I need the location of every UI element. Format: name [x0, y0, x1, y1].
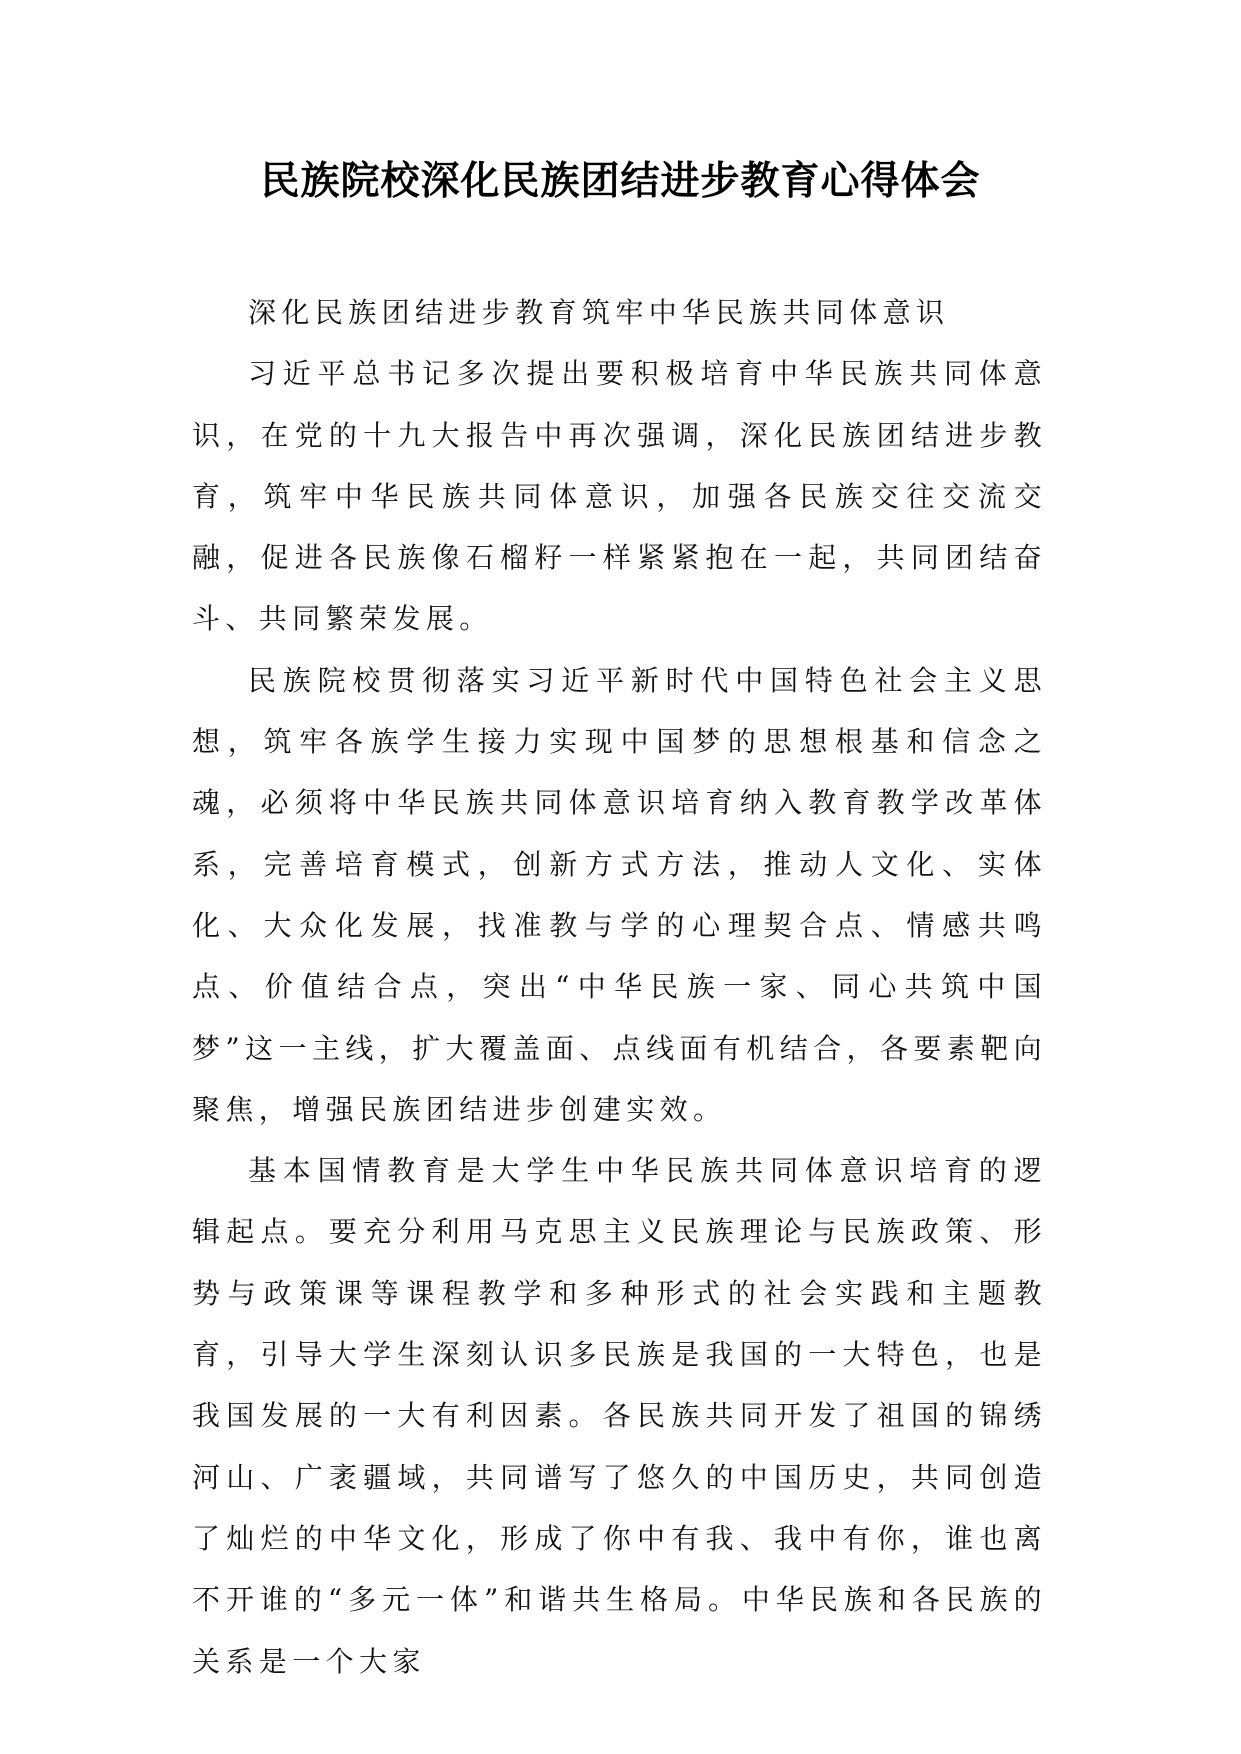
paragraph: 民族院校贯彻落实习近平新时代中国特色社会主义思想，筑牢各族学生接力实现中国梦的思想根基和信念之魂，必须将中华民族共同体意识培育纳入教育教学改革体系，完善培育模式，创新方式方法，推动人文化、实体化、大众化发展，找准教与学的心理契合点、情感共鸣点、价值结合点，突出“中华民族一家、同心共筑中国梦”这一主线，扩大覆盖面、点线面有机结合，各要素靶向聚焦，增强民族团结进步创建实效。 [192, 663, 1047, 1126]
document-body [192, 282, 1047, 1692]
document-title: 民族院校深化民族团结进步教育心得体会 [260, 159, 981, 204]
paragraph: 基本国情教育是大学生中华民族共同体意识培育的逻辑起点。要充分利用马克思主义民族理论与民族政策、形势与政策课等课程教学和多种形式的社会实践和主题教育，引导大学生深刻认识多民族是我国的一大特色，也是我国发展的一大有利因素。各民族共同开发了祖国的锦绣河山、广袤疆域，共同谱写了悠久的中国历史，共同创造了灿烂的中华文化，形成了你中有我、我中有你，谁也离不开谁的“多元一体”和谐共生格局。中华民族和各民族的关系是一个大家 [192, 1154, 1047, 1678]
paragraph: 习近平总书记多次提出要积极培育中华民族共同体意识，在党的十九大报告中再次强调，深化民族团结进步教育，筑牢中华民族共同体意识，加强各民族交往交流交融，促进各民族像石榴籽一样紧紧抱在一起，共同团结奋斗、共同繁荣发展。 [192, 357, 1047, 636]
paragraph-subtitle: 深化民族团结进步教育筑牢中华民族共同体意识 [248, 296, 950, 329]
